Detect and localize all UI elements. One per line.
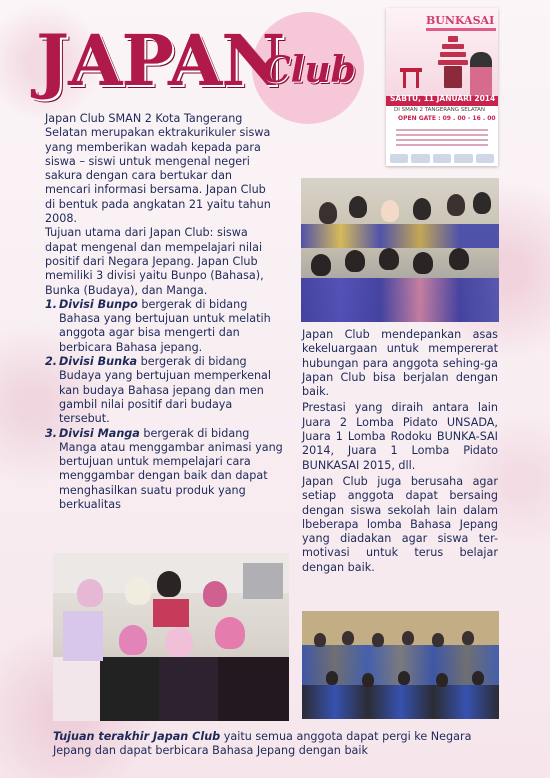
competition-paragraph: Japan Club juga berusaha agar setiap anggota dapat bersaing dengan siswa sekolah lain dalam lbeberapa lomba Bahasa Jepang yang diadakan agar siswa ter-motivasi untuk terus belajar dengan baik. (302, 474, 498, 574)
poster-details (396, 126, 488, 149)
list-item (45, 427, 283, 513)
list-item (45, 298, 283, 355)
goal-paragraph: Tujuan utama dari Japan Club: siswa dapat mengenal dan mempelajari nilai positif dari Negara Jepang. Japan Club memiliki 3 divisi yaitu Bunpo (Bahasa), Bunka (Budaya), dan Manga. (45, 226, 264, 297)
family-paragraph: Japan Club mendepankan asas kekeluargaan untuk mempererat hubungan para anggota sehing-ga Japan Club bisa berjalan dengan baik. (302, 328, 498, 399)
right-column (302, 328, 498, 577)
group-photo-members (302, 611, 499, 719)
event-poster-image (386, 8, 498, 166)
division-number: 3. (45, 426, 58, 440)
division-number: 2. (45, 355, 58, 369)
poster-brand: BUNKASAI (426, 14, 495, 27)
division-description: bergerak di bidang Budaya yang bertujuan memperkenal kan budaya Bahasa jepang dan men gambil nilai positif dari budaya tersebut. (59, 355, 272, 426)
division-number: 1. (45, 297, 58, 311)
closing-highlight: Tujuan terakhir Japan Club (53, 730, 221, 743)
intro-paragraph: Japan Club SMAN 2 Kota Tangerang Selatan merupakan ektrakurikuler siswa yang memberikan wadah kepada para siswa – siswi untuk mengenal negeri sakura dengan cara bertukar dan mencari informasi bersama. Japan Club di bentuk pada angkatan 21 yaitu tahun 2008. (45, 112, 271, 226)
division-name: Divisi Bunpo (59, 297, 138, 311)
left-column (45, 112, 283, 512)
achievements-paragraph: Prestasi yang diraih antara lain Juara 2 Lomba Pidato UNSADA, Juara 1 Lomba Rodoku BUNKA-SAI 2014, Juara 1 Lomba Pidato BUNKASAI 2015, dll. (302, 401, 498, 472)
poster-venue: DI SMAN 2 TANGERANG SELATAN (394, 107, 486, 113)
group-photo-yukata (301, 178, 499, 322)
closing-text: yaitu semua anggota dapat pergi ke Negara Jepang dan dapat berbicara Bahasa Jepang dengan baik (53, 730, 472, 758)
division-name: Divisi Manga (59, 426, 140, 440)
pagoda-illustration (438, 36, 468, 88)
page-title-sub: Club (262, 49, 356, 91)
division-description: bergerak di bidang Manga atau menggambar animasi yang bertujuan untuk mempelajari cara menggambar dengan baik dan dapat menghasilkan suatu produk yang berkualitas (59, 426, 283, 512)
photo-kimono-girls (53, 553, 289, 721)
closing-paragraph (53, 730, 503, 759)
division-description: bergerak di bidang Bahasa yang bertujuan untuk melatih anggota agar bisa mengerti dan berbicara Bahasa jepang. (59, 297, 271, 354)
division-name: Divisi Bunka (59, 355, 138, 369)
list-item (45, 355, 283, 426)
division-list (45, 298, 283, 512)
poster-sponsor-logos (390, 154, 494, 163)
poster-date: SABTU, 11 JANUARI 2014 (390, 94, 496, 103)
page-title: JAPAN (36, 19, 285, 102)
poster-open-gate: OPEN GATE : 09 . 00 - 16 . 00 (398, 115, 496, 122)
poster-underline (426, 28, 496, 31)
